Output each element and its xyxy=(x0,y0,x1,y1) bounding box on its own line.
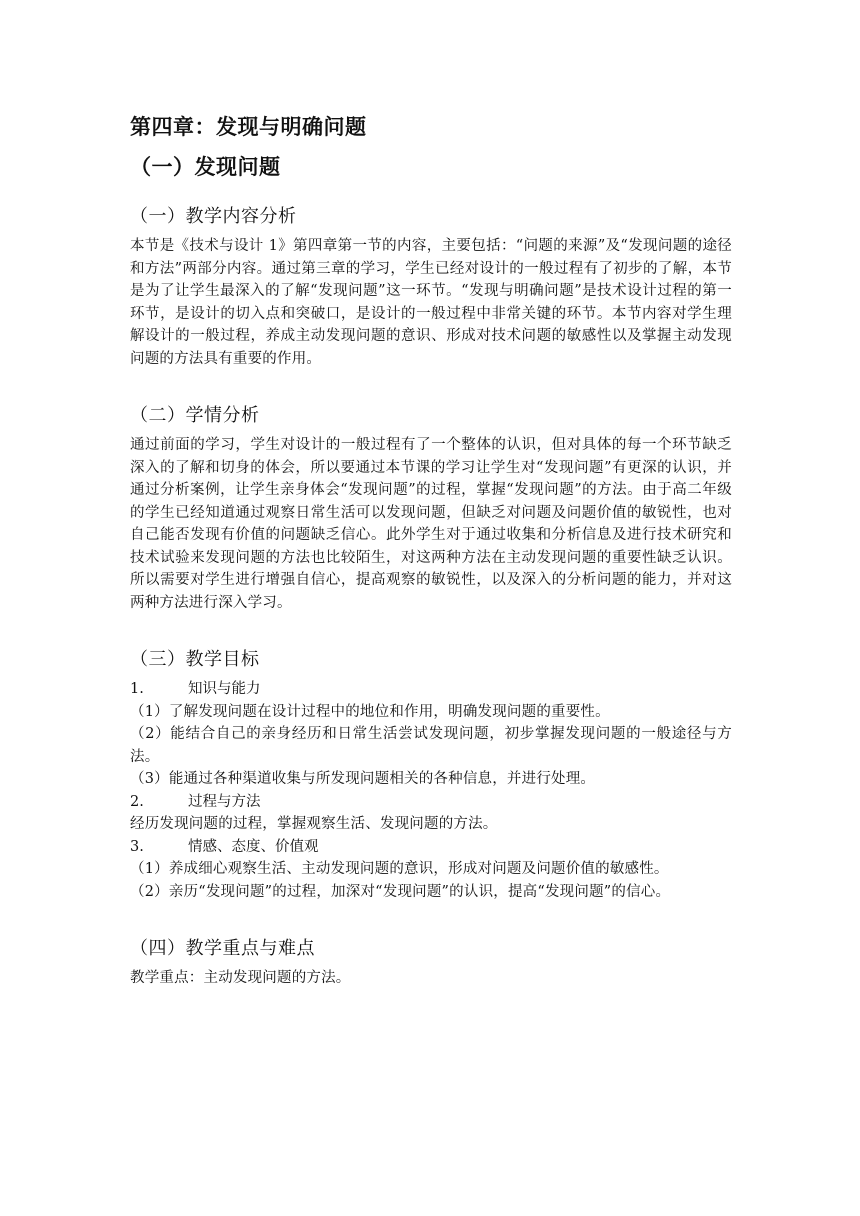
goal-1-item-3: （3）能通过各种渠道收集与所发现问题相关的各种信息，并进行处理。 xyxy=(130,771,596,787)
goal-3-title xyxy=(130,836,732,859)
content-analysis-heading: （一）教学内容分析 xyxy=(130,206,297,227)
student-analysis-heading: （二）学情分析 xyxy=(130,405,260,426)
goal-3-number: 3. xyxy=(130,838,144,855)
goal-2-label: 过程与方法 xyxy=(188,793,261,810)
goal-1-title xyxy=(130,678,732,701)
section-student-analysis xyxy=(130,402,732,614)
document-page xyxy=(130,111,732,990)
section-key-points xyxy=(130,935,732,990)
section-teaching-goals xyxy=(130,646,732,903)
key-points-paragraph: 教学重点：主动发现问题的方法。 xyxy=(130,970,351,986)
goal-1-label: 知识与能力 xyxy=(188,681,261,697)
chapter-title: 第四章：发现与明确问题 xyxy=(130,115,367,139)
teaching-goals-heading: （三）教学目标 xyxy=(130,649,260,670)
student-analysis-paragraph: 通过前面的学习，学生对设计的一般过程有了一个整体的认识，但对具体的每一个环节缺乏深入的了解和切身的体会，所以要通过本节课的学习让学生对“发现问题”有更深的认识，并通过分析案例，让学生亲身体会“发现问题”的过程，掌握“发现问题”的方法。由于高二年级的学生已经知道通过观察日常生活可以发现问题，但缺乏对问题及问题价值的敏锐性，也对自己能否发现有价值的问题缺乏信心。此外学生对于通过收集和分析信息及进行技术研究和技术试验来发现问题的方法也比较陌生，对这两种方法在主动发现问题的重要性缺乏认识。所以需要对学生进行增强自信心，提高观察的敏锐性，以及深入的分析问题的能力，并对这两种方法进行深入学习。 xyxy=(130,437,732,611)
section-content-analysis xyxy=(130,203,732,370)
goal-1-number: 1. xyxy=(130,681,144,697)
content-analysis-paragraph: 本节是《技术与设计 1》第四章第一节的内容，主要包括：“问题的来源”及“发现问题的途径和方法”两部分内容。通过第三章的学习，学生已经对设计的一般过程有了初步的了解，本节是为了让学生最深入的了解“发现问题”这一环节。“发现与明确问题”是技术设计过程的第一环节，是设计的切入点和突破口，是设计的一般过程中非常关键的环节。本节内容对学生理解设计的一般过程，养成主动发现问题的意识、形成对技术问题的敏感性以及掌握主动发现问题的方法具有重要的作用。 xyxy=(130,238,732,367)
goal-1-item-2: （2）能结合自己的亲身经历和日常生活尝试发现问题，初步掌握发现问题的一般途径与方法。 xyxy=(130,726,732,765)
goal-3-item-1: （1）养成细心观察生活、主动发现问题的意识，形成对问题及问题价值的敏感性。 xyxy=(130,861,669,877)
goal-2-number: 2. xyxy=(130,793,144,810)
section-title: （一）发现问题 xyxy=(130,155,281,179)
goal-3-item-2: （2）亲历“发现问题”的过程，加深对“发现问题”的认识，提高“发现问题”的信心。 xyxy=(130,883,671,900)
goal-2-title xyxy=(130,791,732,814)
goal-2-item-1: 经历发现问题的过程，掌握观察生活、发现问题的方法。 xyxy=(130,816,498,832)
goal-1-item-1: （1）了解发现问题在设计过程中的地位和作用，明确发现问题的重要性。 xyxy=(130,703,610,720)
key-points-heading: （四）教学重点与难点 xyxy=(130,938,315,959)
goal-3-label: 情感、态度、价值观 xyxy=(188,838,319,855)
